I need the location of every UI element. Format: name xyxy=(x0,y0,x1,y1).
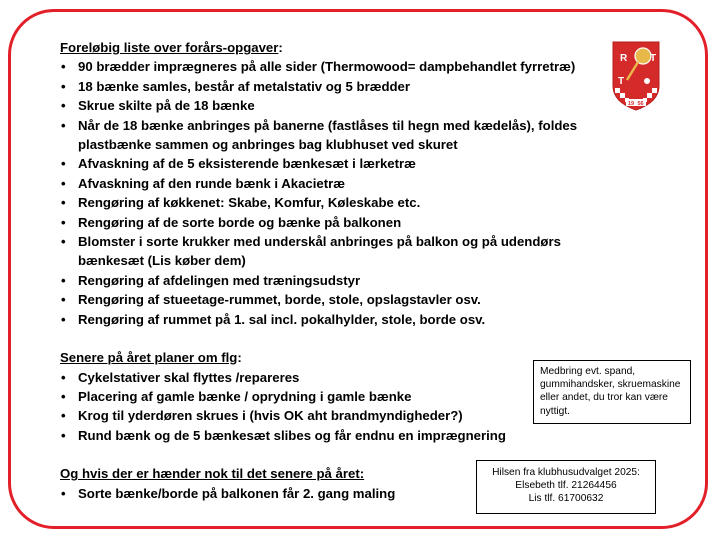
later-heading-text: Senere på året planer om flg xyxy=(60,350,238,366)
list-item: • Rund bænk og de 5 bænkesæt slibes og får endnu en imprægnering xyxy=(60,426,620,445)
list-item: • Skrue skilte på de 18 bænke xyxy=(60,96,620,115)
list-item: • Rengøring af rummet på 1. sal incl. pokalhylder, stole, borde osv. xyxy=(60,310,620,329)
heading-colon: : xyxy=(278,40,283,55)
logo-year-left: 19 xyxy=(628,101,635,107)
list-item: • 90 brædder imprægneres på alle sider (Thermowood= dampbehandlet fyrretræ) xyxy=(60,57,620,76)
racket-icon xyxy=(635,48,651,64)
list-item: • Når de 18 bænke anbringes på banerne (fastlåses til hegn med kædelås), foldes plastbænke sammen og anbringes bag klubhuset ved skuret xyxy=(60,116,620,155)
list-item: • 18 bænke samles, består af metalstativ og 5 brædder xyxy=(60,77,620,96)
spring-task-list xyxy=(60,57,620,329)
list-item: • Sorte bænke/borde på balkonen får 2. gang maling xyxy=(60,484,620,503)
list-item: • Rengøring af køkkenet: Skabe, Komfur, Køleskabe etc. xyxy=(60,193,620,212)
spring-heading-text: Foreløbig liste over forårs-opgaver xyxy=(60,40,279,55)
list-item: • Afvaskning af de 5 eksisterende bænkesæt i lærketræ xyxy=(60,154,620,173)
list-item: • Afvaskning af den runde bænk i Akacietræ xyxy=(60,174,620,193)
logo-letter-r: R xyxy=(620,53,628,64)
heading-colon: : xyxy=(237,350,242,366)
extra-heading-text: Og hvis der er hænder nok til det senere på året: xyxy=(60,466,365,482)
contact-greeting: Hilsen fra klubhusudvalget 2025: xyxy=(492,467,640,478)
list-item: • Cykelstativer skal flyttes /repareres xyxy=(60,368,620,387)
list-item: • Krog til yderdøren skrues i (hvis OK aht brandmyndigheder?) xyxy=(60,406,620,425)
logo-year-right: 56 xyxy=(637,101,644,107)
spacer xyxy=(60,329,620,348)
list-item: • Blomster i sorte krukker med underskål anbringes på balkon og på udendørs bænkesæt (Lis køber dem) xyxy=(60,232,620,271)
contact-note-box xyxy=(476,460,656,514)
tools-note-box: Medbring evt. spand, gummihandsker, skruemaskine eller andet, du tror kan være nyttigt. xyxy=(533,360,691,424)
section-spring-heading xyxy=(60,38,620,57)
list-item: • Rengøring af de sorte borde og bænke på balkonen xyxy=(60,213,620,232)
contact-lis: Lis tlf. 61700632 xyxy=(528,493,604,505)
logo-letter-t-top: T xyxy=(650,53,657,64)
ball-icon xyxy=(644,78,650,84)
list-item: • Rengøring af stueetage-rummet, borde, stole, opslagstavler osv. xyxy=(60,290,620,309)
list-item: • Placering af gamle bænke / oprydning i gamle bænke xyxy=(60,387,620,406)
logo-letter-t-bottom: T xyxy=(618,76,625,87)
task-list-content xyxy=(60,38,620,503)
contact-elsebeth: Elsebeth tlf. 21264456 xyxy=(515,480,617,492)
club-logo xyxy=(611,40,661,112)
list-item: • Rengøring af afdelingen med træningsudstyr xyxy=(60,271,620,290)
